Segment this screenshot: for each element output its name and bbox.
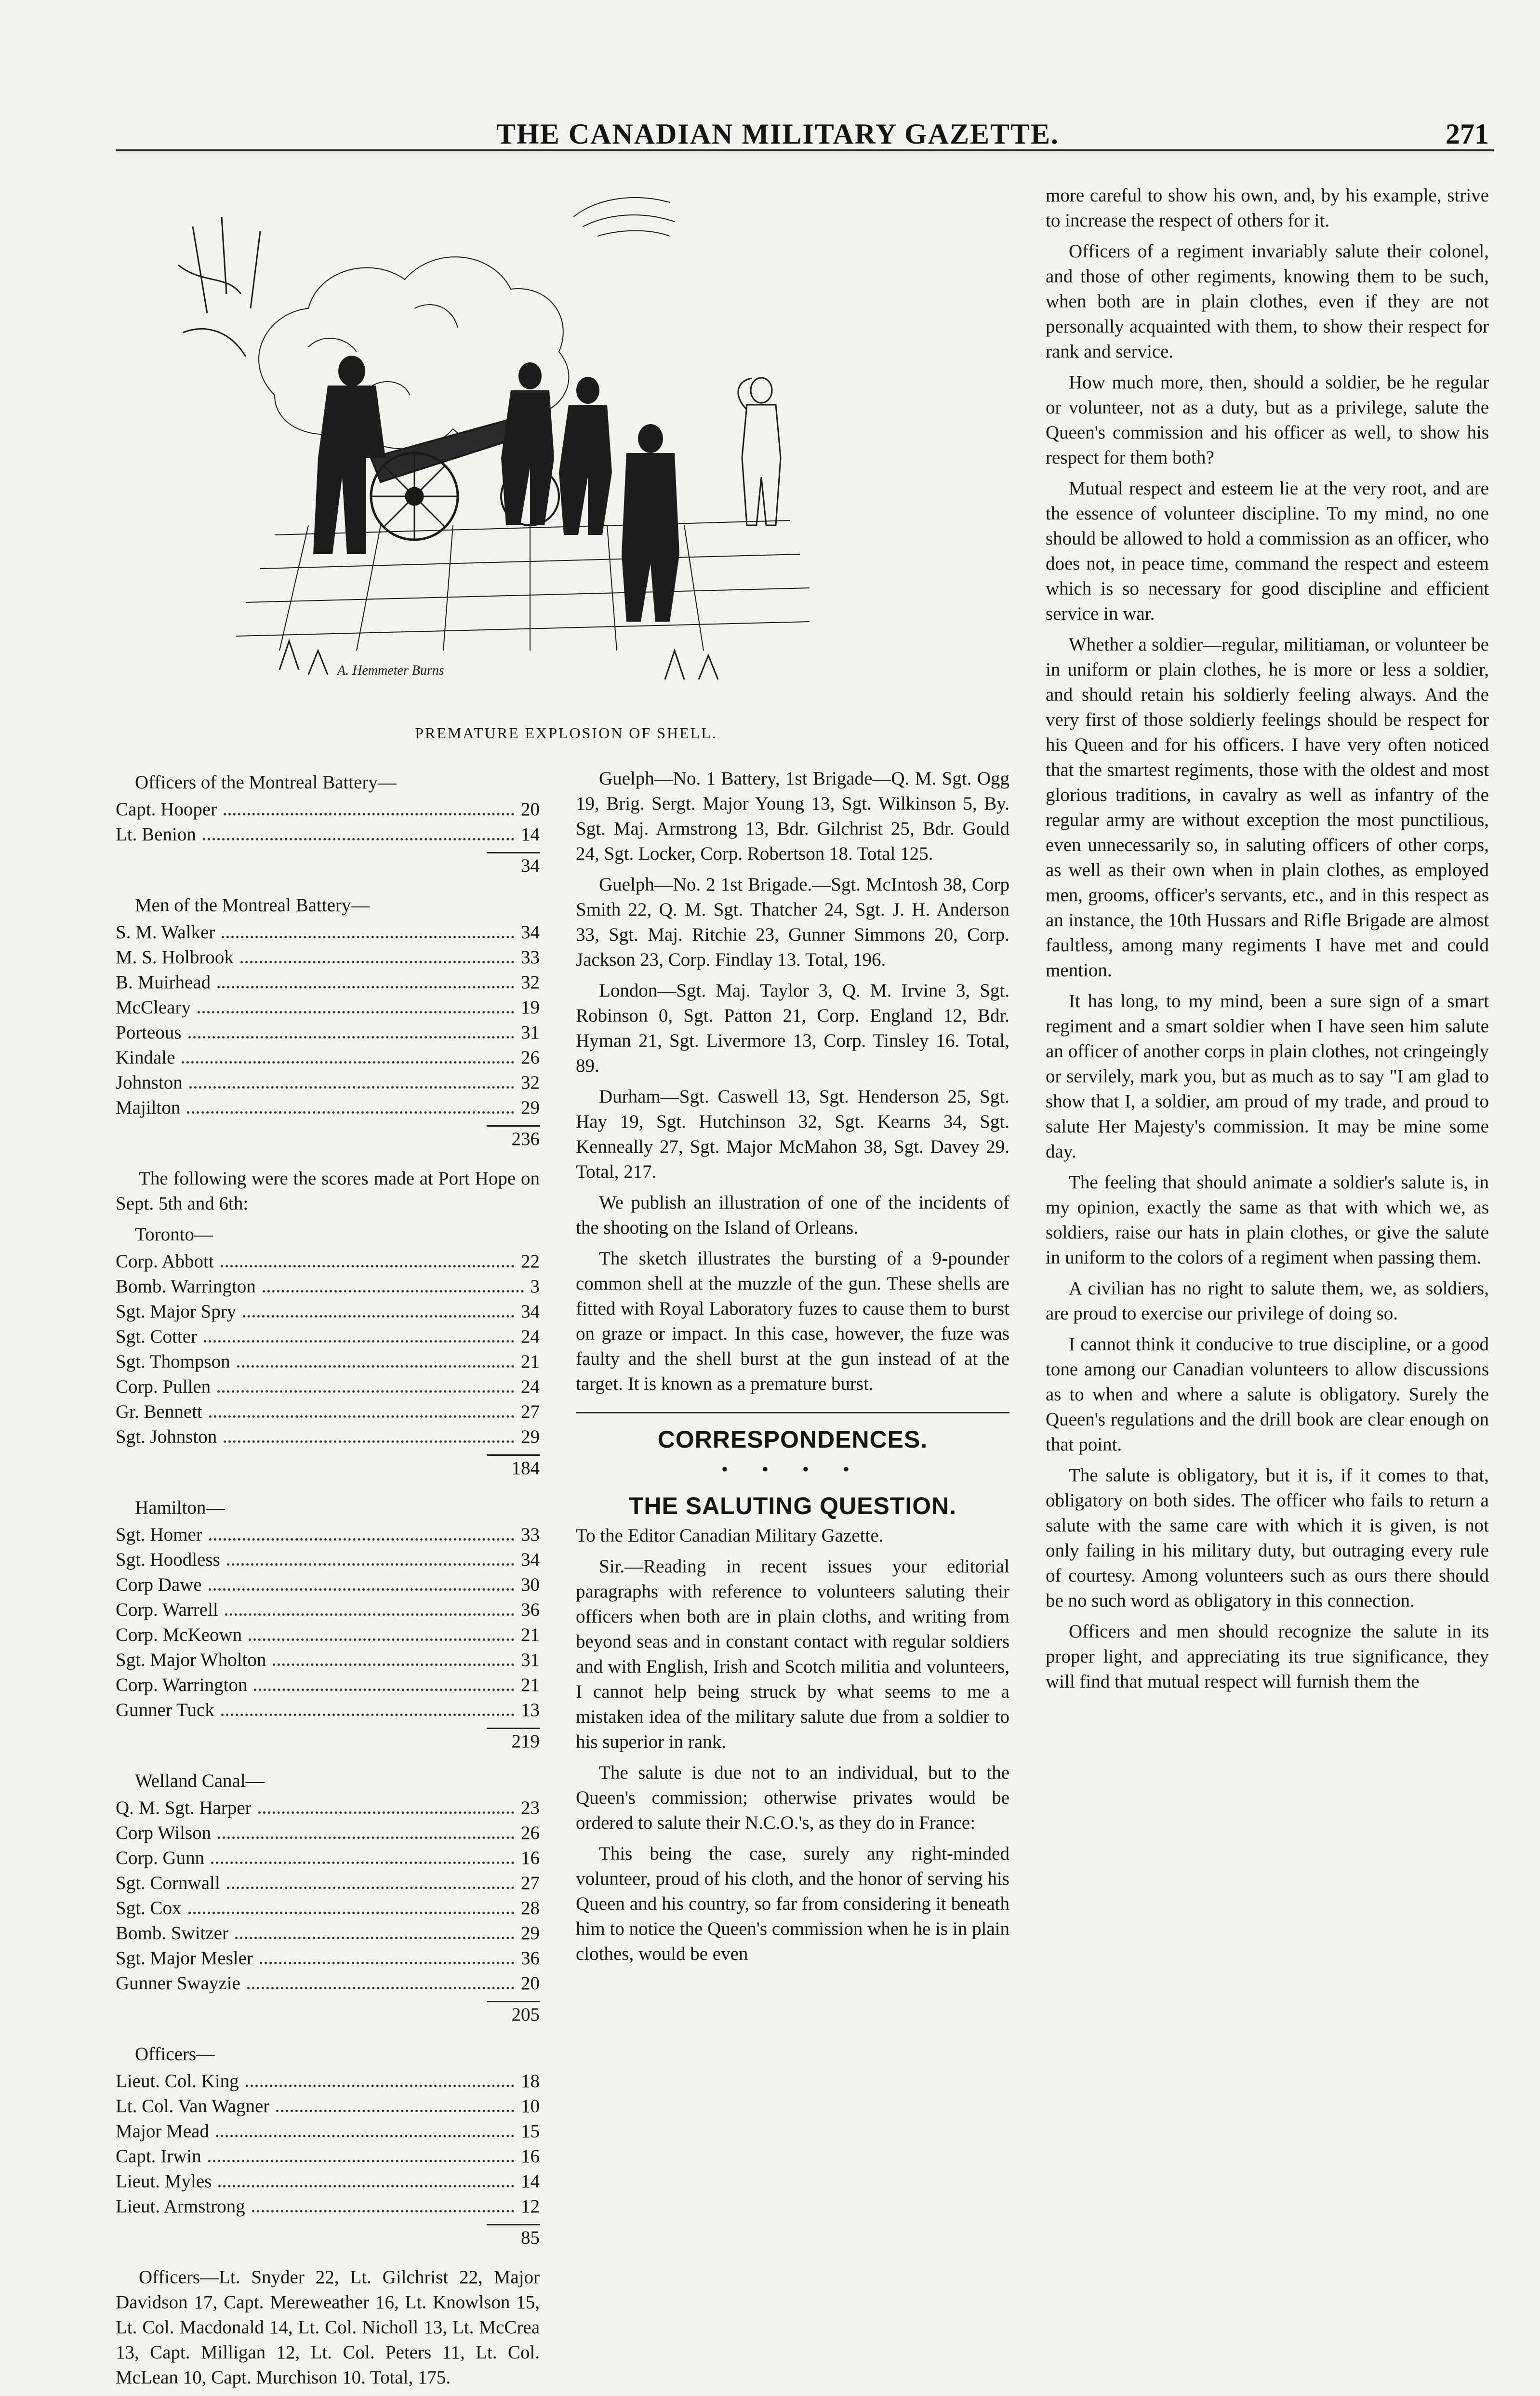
score-row: Sgt. Major Mesler 36 — [116, 1946, 540, 1971]
explosion-illustration — [164, 188, 891, 713]
paragraph: The salute is obligatory, but it is, if it comes to that, obligatory on both sides. The officer who fails to return a salute with the same care with which it is given, is not only failing in his military duty, but outraging every rule of courtesy. Among volunteers such as ours there should be no such word as obligatory in this connection. — [1046, 1465, 1489, 1611]
men-montreal-table — [116, 893, 540, 1152]
score-total: 236 — [487, 1125, 540, 1152]
score-row: Sgt. Major Wholton 31 — [116, 1648, 540, 1673]
score-row: Kindale 26 — [116, 1045, 540, 1070]
officers-summary: Officers—Lt. Snyder 22, Lt. Gilchrist 22, Major Davidson 17, Capt. Mereweather 16, Lt. Knowlson 15, Lt. Col. Macdonald 14, Lt. Col. Nicholl 13, Lt. McCrea 13, Capt. Milligan 12, Lt. Col. Peters 11, Lt. Col. McLean 10, Capt. Murchison 10. Total, 175. — [116, 2267, 540, 2388]
score-row: Corp. Warrington 21 — [116, 1673, 540, 1698]
score-row: Gr. Bennett 27 — [116, 1399, 540, 1424]
paragraph: Officers of a regiment invariably salute their colonel, and those of other regiments, knowing them to be such, when both are in plain clothes, even if they are not personally acquainted with them, to show their respect for rank and service. — [1046, 241, 1489, 362]
score-row: Sgt. Major Spry 34 — [116, 1299, 540, 1324]
officers-montreal-table — [116, 770, 540, 879]
score-row: Sgt. Homer 33 — [116, 1522, 540, 1547]
score-row: Sgt. Cox 28 — [116, 1896, 540, 1921]
letter-paragraph: This being the case, surely any right-minded volunteer, proud of his cloth, and the honor of serving his Queen and his country, so far from considering it beneath him to notice the Queen's commission when he is in plain clothes, would be even — [576, 1843, 1009, 1964]
score-row: Majilton 29 — [116, 1095, 540, 1120]
paragraph: Guelph—No. 2 1st Brigade.—Sgt. McIntosh 38, Corp Smith 22, Q. M. Sgt. Thatcher 24, Sgt. J. H. Anderson 33, Sgt. Maj. Ritchie 23, Gunner Simmons 20, Corp. Jackson 23, Corp. Findlay 13. Total, 196. — [576, 874, 1009, 970]
score-row: Q. M. Sgt. Harper 23 — [116, 1796, 540, 1821]
score-row: Lieut. Col. King 18 — [116, 2069, 540, 2094]
paragraph: more careful to show his own, and, by his example, strive to increase the respect of others for it. — [1046, 185, 1489, 231]
score-total: 205 — [487, 2001, 540, 2027]
table-heading: Welland Canal— — [135, 1770, 265, 1791]
section-divider — [576, 1412, 1009, 1413]
table-heading: Hamilton— — [135, 1497, 225, 1518]
illustrator-signature: A. Hemmeter Burns — [337, 663, 444, 678]
paragraph: London—Sgt. Maj. Taylor 3, Q. M. Irvine 3, Sgt. Robinson 0, Sgt. Patton 21, Corp. England 12, Bdr. Hyman 21, Sgt. Livermore 13, Corp. Tinsley 16. Total, 89. — [576, 980, 1009, 1076]
hamilton-table — [116, 1495, 540, 1754]
paragraph: I cannot think it conducive to true discipline, or a good tone among our Canadian volunteers to allow discussions as to when and where a salute is obligatory. Surely the Queen's regulations and the drill book are clear enough on that point. — [1046, 1334, 1489, 1455]
score-row: B. Muirhead 32 — [116, 970, 540, 995]
toronto-table — [116, 1222, 540, 1481]
column-3 — [1046, 183, 1489, 1700]
score-row: M. S. Holbrook 33 — [116, 945, 540, 970]
paragraph: We publish an illustration of one of the incidents of the shooting on the Island of Orleans. — [576, 1192, 1009, 1238]
score-row: Major Mead 15 — [116, 2119, 540, 2144]
section-title: CORRESPONDENCES. — [657, 1426, 928, 1453]
score-row: Corp. Abbott 22 — [116, 1249, 540, 1274]
score-row: Bomb. Switzer 29 — [116, 1921, 540, 1946]
letter-paragraph: The salute is due not to an individual, but to the Queen's commission; otherwise privates would be ordered to salute their N.C.O.'s, as they do in France: — [576, 1762, 1009, 1833]
paragraph: Guelph—No. 1 Battery, 1st Brigade—Q. M. Sgt. Ogg 19, Brig. Sergt. Major Young 13, Sgt. Wilkinson 5, By. Sgt. Maj. Armstrong 13, Bdr. Gilchrist 25, Bdr. Gould 24, Sgt. Locker, Corp. Robertson 18. Total 125. — [576, 768, 1009, 864]
table-heading: Officers— — [135, 2044, 215, 2064]
salutation: To the Editor Canadian Military Gazette. — [576, 1525, 884, 1546]
paragraph: It has long, to my mind, been a sure sign of a smart regiment and a smart soldier when I have seen him salute an officer of another corps in plain clothes, not cringeingly or servilely, mark you, but as much as to say "I am glad to show that I, a soldier, am proud of my trade, and proud to salute Her Majesty's commission. It may be mine some day. — [1046, 991, 1489, 1162]
paragraph: The feeling that should animate a soldier's salute is, in my opinion, exactly the same as that with which we, as soldiers, raise our hats in plain clothes, or give the salute in uniform to the colors of a regiment when passing them. — [1046, 1172, 1489, 1268]
score-total: 219 — [487, 1728, 540, 1754]
newspaper-title: THE CANADIAN MILITARY GAZETTE. — [496, 118, 1060, 150]
score-row: S. M. Walker 34 — [116, 920, 540, 945]
table-heading: Toronto— — [135, 1224, 213, 1245]
page-number: 271 — [1446, 118, 1489, 150]
score-total: 85 — [487, 2224, 540, 2250]
score-row: Corp. McKeown 21 — [116, 1623, 540, 1648]
score-row: Lt. Col. Van Wagner 10 — [116, 2094, 540, 2119]
paragraph: Whether a soldier—regular, militiaman, or volunteer be in uniform or plain clothes, he is more or less a soldier, and should retain his soldierly feeling always. And the very first of those soldierly feelings should be respect for his Queen and for his officers. I have very often noticed that the smartest regiments, those with the oldest and most glorious traditions, in cavalry as well as infantry of the regular army are without exception the most punctilious, even unnecessarily so, in saluting officers of other corps, as well as their own when in plain clothes, as employed men, grooms, officer's servants, etc., and in this respect as an instance, the 10th Hussars and Rifle Brigade are almost faultless, among many regiments I have met and could mention. — [1046, 634, 1489, 981]
score-row: Sgt. Hoodless 34 — [116, 1547, 540, 1572]
score-row: Corp. Pullen 24 — [116, 1374, 540, 1399]
score-row: Lieut. Myles 14 — [116, 2169, 540, 2194]
paragraph: The sketch illustrates the bursting of a 9-pounder common shell at the muzzle of the gun. These shells are fitted with Royal Laboratory fuzes to cause them to burst on graze or impact. In this case, however, the fuze was faulty and the shell burst at the gun instead of at the target. It is known as a premature burst. — [576, 1248, 1009, 1394]
article-title: THE SALUTING QUESTION. — [628, 1492, 957, 1519]
paragraph: A civilian has no right to salute them, we, as soldiers, are proud to exercise our privilege of doing so. — [1046, 1278, 1489, 1324]
page-header — [116, 111, 1494, 151]
paragraph: Mutual respect and esteem lie at the very root, and are the essence of volunteer discipline. To my mind, no one should be allowed to hold a commission as an officer, who does not, in peace time, command the respect and esteem which is so necessary for good discipline and efficient service in war. — [1046, 478, 1489, 624]
score-row: Corp Dawe 30 — [116, 1572, 540, 1597]
score-row: Corp Wilson 26 — [116, 1821, 540, 1846]
score-row: Lt. Benion 14 — [116, 822, 540, 847]
letter-paragraph: Sir.—Reading in recent issues your editorial paragraphs with reference to volunteers saluting their officers when both are in plain cloths, and writing from beyond seas and in constant contact with regular soldiers and with English, Irish and Scotch militia and volunteers, I cannot help being struck by what seems to me a mistaken idea of the military salute due from a soldier to his superior in rank. — [576, 1556, 1009, 1752]
score-row: Gunner Swayzie 20 — [116, 1971, 540, 1996]
paragraph: Officers and men should recognize the salute in its proper light, and appreciating its true significance, they will find that mutual respect will furnish them the — [1046, 1621, 1489, 1692]
table-heading: Men of the Montreal Battery— — [135, 895, 370, 916]
score-total: 34 — [487, 852, 540, 879]
score-row: Sgt. Thompson 21 — [116, 1349, 540, 1374]
paragraph: Durham—Sgt. Caswell 13, Sgt. Henderson 25, Sgt. Hay 19, Sgt. Hutchinson 32, Sgt. Kearns 34, Sgt. Kenneally 27, Sgt. Major McMahon 38, Sgt. Davey 29. Total, 217. — [576, 1086, 1009, 1182]
score-row: Sgt. Cotter 24 — [116, 1324, 540, 1349]
column-2 — [576, 766, 1009, 1972]
ornament-stars: • • • • — [721, 1458, 864, 1480]
illustration-caption: PREMATURE EXPLOSION OF SHELL. — [415, 724, 717, 742]
score-row: Corp. Gunn 16 — [116, 1846, 540, 1871]
score-row: Capt. Irwin 16 — [116, 2144, 540, 2169]
welland-table — [116, 1769, 540, 2027]
score-row: McCleary 19 — [116, 995, 540, 1020]
table-heading: Officers of the Montreal Battery— — [135, 772, 397, 793]
score-row: Gunner Tuck 13 — [116, 1698, 540, 1723]
score-row: Corp. Warrell 36 — [116, 1597, 540, 1623]
officers-table — [116, 2042, 540, 2250]
paragraph: How much more, then, should a soldier, be he regular or volunteer, not as a duty, but as a privilege, salute the Queen's commission and his officer as well, to show his respect for them both? — [1046, 372, 1489, 468]
score-row: Lieut. Armstrong 12 — [116, 2194, 540, 2219]
column-1 — [116, 766, 540, 2396]
score-row: Bomb. Warrington 3 — [116, 1274, 540, 1299]
score-row: Porteous 31 — [116, 1020, 540, 1045]
port-hope-intro: The following were the scores made at Port Hope on Sept. 5th and 6th: — [116, 1168, 540, 1214]
score-row: Johnston 32 — [116, 1070, 540, 1095]
score-total: 184 — [487, 1454, 540, 1481]
score-row: Capt. Hooper 20 — [116, 797, 540, 822]
score-row: Sgt. Johnston 29 — [116, 1424, 540, 1450]
score-row: Sgt. Cornwall 27 — [116, 1871, 540, 1896]
